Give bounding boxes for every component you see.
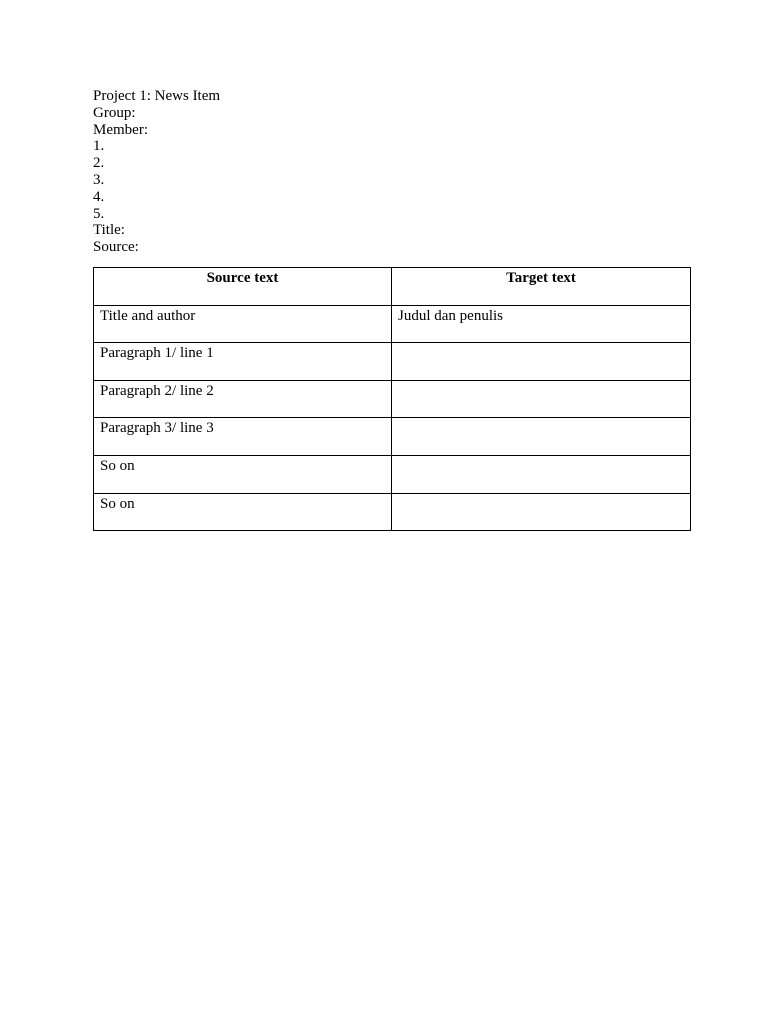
source-cell: Paragraph 3/ line 3 [94, 418, 392, 456]
source-cell: Title and author [94, 305, 392, 343]
table-row [94, 418, 691, 456]
table-row [94, 343, 691, 381]
group-label: Group: [93, 104, 136, 121]
member-item-4: 4. [93, 188, 105, 205]
table-row [94, 493, 691, 531]
header-block [93, 88, 493, 256]
target-cell [392, 493, 691, 531]
table-row [94, 455, 691, 493]
translation-table [93, 267, 691, 531]
target-cell [392, 418, 691, 456]
source-cell: Paragraph 1/ line 1 [94, 343, 392, 381]
member-item-1: 1. [93, 138, 105, 155]
target-cell [392, 380, 691, 418]
member-item-2: 2. [93, 155, 105, 172]
source-label: Source: [93, 239, 139, 256]
target-cell: Judul dan penulis [392, 305, 691, 343]
source-cell: Paragraph 2/ line 2 [94, 380, 392, 418]
target-cell [392, 455, 691, 493]
table-row [94, 380, 691, 418]
member-item-5: 5. [93, 205, 105, 222]
source-cell: So on [94, 493, 392, 531]
table-header-row [94, 268, 691, 306]
member-item-3: 3. [93, 171, 105, 188]
member-label: Member: [93, 121, 148, 138]
table-row [94, 305, 691, 343]
column-header-source: Source text [94, 268, 392, 306]
target-cell [392, 343, 691, 381]
column-header-target: Target text [392, 268, 691, 306]
project-title: Project 1: News Item [93, 88, 221, 104]
source-cell: So on [94, 455, 392, 493]
title-label: Title: [93, 222, 125, 239]
